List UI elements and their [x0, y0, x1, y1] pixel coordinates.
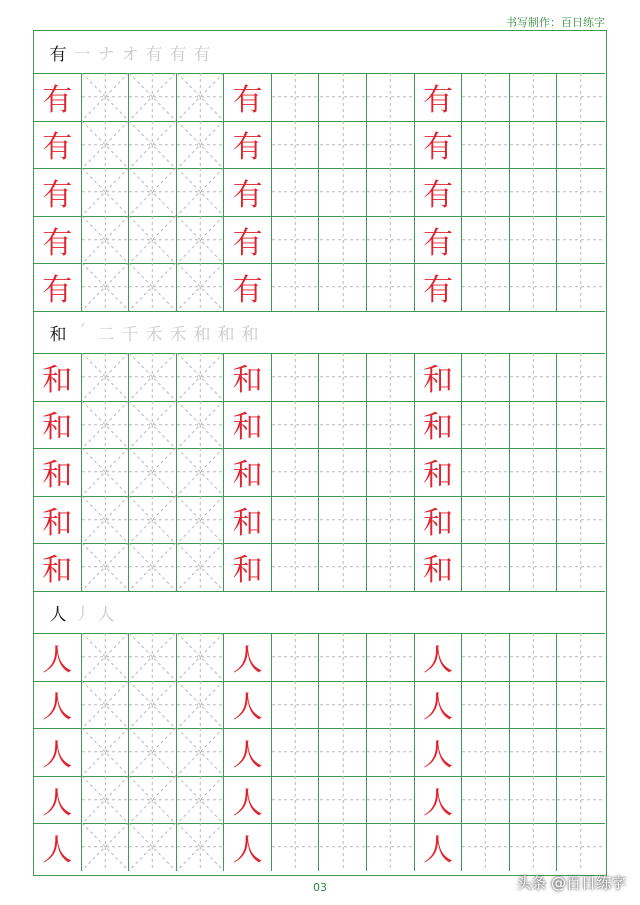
- grid-square: [129, 73, 177, 121]
- grid-square: [129, 353, 177, 401]
- grid-square: [415, 168, 463, 216]
- grid-square: [510, 263, 558, 311]
- practice-row: [34, 263, 605, 312]
- grid-square: [557, 401, 605, 449]
- grid-square: [320, 263, 368, 311]
- model-character: 人: [42, 737, 73, 773]
- model-character: 有: [232, 225, 263, 261]
- model-character: 人: [422, 737, 453, 773]
- grid-square: [415, 401, 463, 449]
- grid-square: [462, 543, 510, 591]
- grid-square: [272, 216, 320, 264]
- grid-square: [320, 401, 368, 449]
- grid-square: [510, 823, 558, 871]
- grid-square: [129, 168, 177, 216]
- grid-square: [510, 73, 558, 121]
- grid-square: [272, 776, 320, 824]
- grid-square: [129, 823, 177, 871]
- grid-square: [82, 216, 130, 264]
- grid-square: [415, 681, 463, 729]
- grid-square: [320, 73, 368, 121]
- section-header: [34, 591, 605, 634]
- grid-square: [557, 633, 605, 681]
- grid-square: [415, 263, 463, 311]
- grid-square: [82, 681, 130, 729]
- grid-square: [510, 776, 558, 824]
- grid-square: [177, 401, 225, 449]
- grid-square: [272, 681, 320, 729]
- practice-row: [34, 216, 605, 265]
- stroke-order-step: 有: [169, 44, 187, 65]
- grid-square: [462, 73, 510, 121]
- grid-square: [129, 216, 177, 264]
- grid-square: [272, 633, 320, 681]
- grid-square: [82, 543, 130, 591]
- grid-square: [272, 168, 320, 216]
- grid-square: [272, 121, 320, 169]
- model-character: 和: [232, 553, 263, 589]
- grid-square: [272, 401, 320, 449]
- model-character: 人: [42, 690, 73, 726]
- grid-square: [367, 496, 415, 544]
- grid-square: [177, 776, 225, 824]
- grid-square: [557, 121, 605, 169]
- grid-square: [34, 681, 82, 729]
- grid-square: [129, 401, 177, 449]
- grid-square: [224, 448, 272, 496]
- stroke-order-step: 千: [121, 324, 139, 345]
- grid-square: [415, 73, 463, 121]
- model-character: 有: [42, 225, 73, 261]
- grid-square: [272, 728, 320, 776]
- model-character: 人: [422, 642, 453, 678]
- grid-square: [34, 728, 82, 776]
- grid-square: [557, 681, 605, 729]
- practice-row: [34, 681, 605, 730]
- stroke-order-step: ˊ: [77, 322, 87, 342]
- grid-square: [320, 216, 368, 264]
- model-character: 有: [42, 273, 73, 309]
- grid-square: [224, 543, 272, 591]
- grid-square: [557, 543, 605, 591]
- grid-square: [129, 681, 177, 729]
- grid-square: [129, 263, 177, 311]
- model-character: 人: [422, 833, 453, 869]
- grid-square: [177, 448, 225, 496]
- model-character: 和: [422, 505, 453, 541]
- grid-square: [224, 823, 272, 871]
- grid-square: [462, 681, 510, 729]
- grid-square: [510, 681, 558, 729]
- model-character: 人: [232, 785, 263, 821]
- grid-square: [34, 121, 82, 169]
- grid-square: [224, 633, 272, 681]
- practice-row: [34, 121, 605, 170]
- section-header: [34, 31, 605, 74]
- model-character: 人: [42, 833, 73, 869]
- section-header: [34, 311, 605, 354]
- grid-square: [510, 496, 558, 544]
- grid-square: [177, 121, 225, 169]
- grid-square: [367, 263, 415, 311]
- grid-square: [177, 353, 225, 401]
- grid-square: [34, 263, 82, 311]
- grid-square: [177, 263, 225, 311]
- grid-square: [224, 168, 272, 216]
- model-character: 有: [422, 130, 453, 166]
- model-character: 人: [232, 833, 263, 869]
- grid-square: [367, 73, 415, 121]
- model-character: 和: [42, 410, 73, 446]
- stroke-order-step: 丿: [73, 604, 91, 625]
- grid-square: [34, 496, 82, 544]
- model-character: 有: [232, 82, 263, 118]
- grid-square: [82, 776, 130, 824]
- model-character: 有: [42, 82, 73, 118]
- model-character: 和: [232, 410, 263, 446]
- grid-square: [367, 216, 415, 264]
- grid-square: [82, 353, 130, 401]
- practice-row: [34, 448, 605, 497]
- model-character: 和: [42, 362, 73, 398]
- model-character: 和: [232, 457, 263, 493]
- grid-square: [510, 401, 558, 449]
- grid-square: [415, 543, 463, 591]
- model-character: 和: [232, 362, 263, 398]
- grid-square: [224, 681, 272, 729]
- model-character: 和: [422, 457, 453, 493]
- grid-square: [557, 168, 605, 216]
- grid-square: [557, 353, 605, 401]
- grid-square: [367, 776, 415, 824]
- practice-row: [34, 728, 605, 777]
- grid-square: [462, 353, 510, 401]
- grid-square: [510, 728, 558, 776]
- grid-square: [367, 823, 415, 871]
- grid-square: [557, 823, 605, 871]
- model-character: 人: [232, 642, 263, 678]
- grid-square: [272, 496, 320, 544]
- grid-square: [177, 633, 225, 681]
- grid-square: [415, 121, 463, 169]
- stroke-order-step: 禾: [169, 324, 187, 345]
- grid-square: [415, 353, 463, 401]
- stroke-order-step: 一: [73, 44, 91, 65]
- grid-square: [82, 728, 130, 776]
- grid-square: [367, 121, 415, 169]
- grid-square: [415, 496, 463, 544]
- grid-square: [320, 776, 368, 824]
- grid-square: [415, 776, 463, 824]
- grid-square: [129, 496, 177, 544]
- grid-square: [129, 543, 177, 591]
- model-character: 人: [422, 785, 453, 821]
- grid-square: [272, 73, 320, 121]
- stroke-order-step: ナ: [97, 44, 115, 65]
- grid-square: [462, 496, 510, 544]
- stroke-order-step: オ: [121, 44, 139, 65]
- grid-square: [557, 728, 605, 776]
- grid-square: [462, 823, 510, 871]
- grid-square: [367, 168, 415, 216]
- grid-square: [320, 681, 368, 729]
- grid-square: [320, 496, 368, 544]
- grid-square: [462, 263, 510, 311]
- grid-square: [415, 216, 463, 264]
- grid-square: [320, 353, 368, 401]
- grid-square: [82, 448, 130, 496]
- stroke-order-step: 和: [193, 324, 211, 345]
- grid-square: [129, 776, 177, 824]
- model-character: 人: [232, 690, 263, 726]
- grid-square: [320, 823, 368, 871]
- credit-text: 书写制作：百日练字: [506, 16, 605, 29]
- model-character: 有: [422, 82, 453, 118]
- grid-square: [462, 448, 510, 496]
- grid-square: [224, 496, 272, 544]
- grid-square: [415, 728, 463, 776]
- grid-square: [82, 263, 130, 311]
- practice-row: [34, 353, 605, 402]
- grid-square: [462, 776, 510, 824]
- grid-square: [320, 168, 368, 216]
- practice-row: [34, 168, 605, 217]
- practice-row: [34, 401, 605, 450]
- grid-square: [34, 633, 82, 681]
- grid-square: [510, 216, 558, 264]
- grid-square: [224, 263, 272, 311]
- grid-square: [34, 353, 82, 401]
- section-character: 人: [49, 604, 67, 625]
- practice-row: [34, 496, 605, 545]
- grid-square: [510, 121, 558, 169]
- model-character: 和: [422, 410, 453, 446]
- grid-square: [82, 633, 130, 681]
- grid-square: [177, 728, 225, 776]
- grid-square: [320, 633, 368, 681]
- grid-square: [510, 448, 558, 496]
- grid-square: [177, 216, 225, 264]
- grid-square: [129, 448, 177, 496]
- stroke-order-step: 和: [241, 324, 259, 345]
- grid-square: [557, 263, 605, 311]
- grid-square: [320, 728, 368, 776]
- grid-square: [557, 448, 605, 496]
- grid-square: [224, 401, 272, 449]
- model-character: 有: [232, 130, 263, 166]
- grid-square: [272, 448, 320, 496]
- grid-square: [510, 633, 558, 681]
- model-character: 和: [42, 553, 73, 589]
- grid-square: [272, 353, 320, 401]
- grid-square: [272, 263, 320, 311]
- model-character: 有: [232, 273, 263, 309]
- grid-square: [177, 496, 225, 544]
- model-character: 人: [42, 785, 73, 821]
- grid-square: [272, 543, 320, 591]
- grid-square: [367, 543, 415, 591]
- model-character: 有: [422, 177, 453, 213]
- grid-square: [82, 73, 130, 121]
- stroke-order-step: 禾: [145, 324, 163, 345]
- grid-square: [82, 121, 130, 169]
- grid-square: [224, 728, 272, 776]
- grid-square: [34, 216, 82, 264]
- grid-square: [129, 633, 177, 681]
- grid-square: [320, 121, 368, 169]
- practice-row: [34, 776, 605, 825]
- grid-square: [462, 121, 510, 169]
- model-character: 和: [42, 457, 73, 493]
- stroke-order-step: 人: [97, 604, 115, 625]
- grid-square: [129, 121, 177, 169]
- model-character: 有: [232, 177, 263, 213]
- grid-square: [129, 728, 177, 776]
- grid-square: [82, 168, 130, 216]
- model-character: 人: [232, 737, 263, 773]
- model-character: 有: [422, 273, 453, 309]
- grid-square: [224, 353, 272, 401]
- grid-square: [510, 353, 558, 401]
- grid-square: [34, 73, 82, 121]
- grid-square: [367, 728, 415, 776]
- grid-square: [224, 121, 272, 169]
- grid-square: [224, 216, 272, 264]
- grid-square: [462, 633, 510, 681]
- grid-square: [177, 681, 225, 729]
- grid-square: [34, 823, 82, 871]
- grid-square: [320, 448, 368, 496]
- model-character: 和: [422, 553, 453, 589]
- grid-square: [557, 73, 605, 121]
- grid-square: [510, 543, 558, 591]
- stroke-order-step: 二: [97, 324, 115, 345]
- stroke-order-step: 有: [145, 44, 163, 65]
- model-character: 人: [42, 642, 73, 678]
- grid-square: [34, 168, 82, 216]
- grid-square: [177, 823, 225, 871]
- grid-square: [415, 448, 463, 496]
- practice-row: [34, 823, 605, 871]
- grid-square: [82, 496, 130, 544]
- grid-square: [82, 823, 130, 871]
- watermark: 头条 @百日练字: [516, 874, 626, 892]
- grid-square: [462, 168, 510, 216]
- grid-square: [462, 216, 510, 264]
- grid-square: [415, 633, 463, 681]
- practice-sheet: [33, 30, 607, 876]
- grid-square: [367, 448, 415, 496]
- practice-row: [34, 543, 605, 592]
- practice-row: [34, 633, 605, 682]
- grid-square: [367, 401, 415, 449]
- grid-square: [557, 496, 605, 544]
- grid-square: [462, 728, 510, 776]
- grid-square: [177, 543, 225, 591]
- model-character: 人: [422, 690, 453, 726]
- grid-square: [367, 353, 415, 401]
- grid-square: [557, 776, 605, 824]
- grid-square: [510, 168, 558, 216]
- grid-square: [320, 543, 368, 591]
- section-character: 和: [49, 324, 67, 345]
- grid-square: [224, 73, 272, 121]
- grid-square: [82, 401, 130, 449]
- stroke-order-step: 和: [217, 324, 235, 345]
- grid-square: [224, 776, 272, 824]
- model-character: 和: [232, 505, 263, 541]
- model-character: 有: [42, 177, 73, 213]
- page-number: 03: [313, 881, 327, 894]
- grid-square: [557, 216, 605, 264]
- grid-square: [462, 401, 510, 449]
- grid-square: [272, 823, 320, 871]
- grid-square: [367, 633, 415, 681]
- grid-square: [177, 168, 225, 216]
- model-character: 有: [422, 225, 453, 261]
- grid-square: [367, 681, 415, 729]
- grid-square: [177, 73, 225, 121]
- section-character: 有: [49, 44, 67, 65]
- grid-square: [34, 401, 82, 449]
- model-character: 和: [42, 505, 73, 541]
- grid-square: [34, 543, 82, 591]
- grid-square: [34, 776, 82, 824]
- grid-square: [34, 448, 82, 496]
- model-character: 有: [42, 130, 73, 166]
- practice-row: [34, 73, 605, 122]
- grid-square: [415, 823, 463, 871]
- stroke-order-step: 有: [193, 44, 211, 65]
- model-character: 和: [422, 362, 453, 398]
